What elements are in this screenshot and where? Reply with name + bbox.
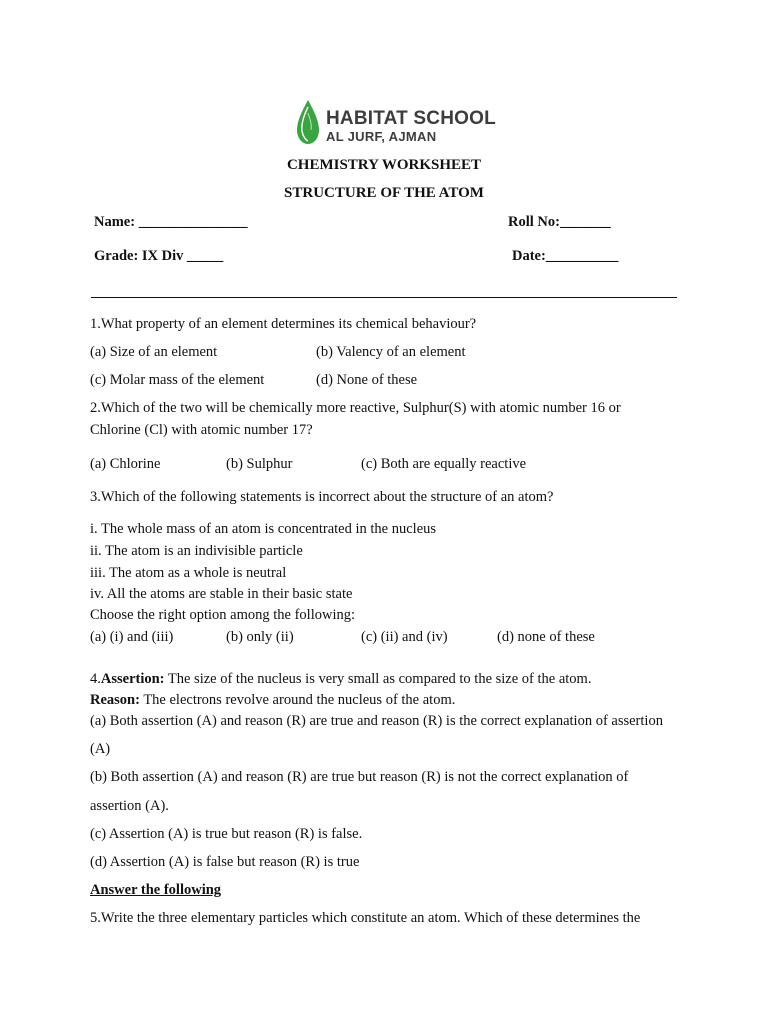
- name-field: Name: _______________: [94, 214, 248, 230]
- q2-option-b: (b) Sulphur: [226, 456, 293, 472]
- q4-assertion: [90, 671, 591, 688]
- date-field: Date:__________: [512, 248, 619, 264]
- q4-option-b-line1: (b) Both assertion (A) and reason (R) are true but reason (R) is not the correct explanation of: [90, 769, 629, 785]
- q3-option-d: (d) none of these: [497, 629, 595, 645]
- q1-option-b: (b) Valency of an element: [316, 344, 466, 360]
- q2-option-c: (c) Both are equally reactive: [361, 456, 527, 472]
- q1-option-d: (d) None of these: [316, 372, 418, 388]
- assertion-label: Assertion:: [100, 671, 165, 687]
- roll-no-field: Roll No:_______: [508, 214, 611, 230]
- school-location: AL JURF, AJMAN: [326, 129, 437, 144]
- q4-option-a-line1: (a) Both assertion (A) and reason (R) are true and reason (R) is the correct explanation of assertion: [90, 713, 663, 729]
- q3-statement-3: iii. The atom as a whole is neutral: [90, 565, 287, 581]
- leaf-drop-icon: [296, 99, 320, 145]
- q3-option-b: (b) only (ii): [226, 629, 294, 645]
- q3-option-a: (a) (i) and (iii): [90, 629, 174, 645]
- worksheet-title: CHEMISTRY WORKSHEET: [286, 157, 482, 173]
- section-heading: Answer the following: [90, 882, 222, 898]
- q2-option-a: (a) Chlorine: [90, 456, 161, 472]
- worksheet-topic: STRUCTURE OF THE ATOM: [284, 185, 484, 201]
- q3-statement-1: i. The whole mass of an atom is concentrated in the nucleus: [90, 521, 437, 537]
- q5-question-line1: 5.Write the three elementary particles which constitute an atom. Which of these determines the: [90, 910, 641, 926]
- school-name: HABITAT SCHOOL: [326, 108, 496, 129]
- q3-option-c: (c) (ii) and (iv): [361, 629, 448, 645]
- q3-question: 3.Which of the following statements is incorrect about the structure of an atom?: [90, 489, 554, 505]
- q3-statement-4: iv. All the atoms are stable in their basic state: [90, 586, 353, 602]
- q4-option-a-line2: (A): [90, 741, 111, 757]
- header-divider: [91, 297, 677, 298]
- q2-question-line1: 2.Which of the two will be chemically more reactive, Sulphur(S) with atomic number 16 or: [90, 400, 621, 416]
- q3-statement-2: ii. The atom is an indivisible particle: [90, 543, 303, 559]
- q1-question: 1.What property of an element determines its chemical behaviour?: [90, 316, 477, 332]
- reason-label: Reason:: [90, 692, 140, 708]
- q4-reason: [90, 692, 455, 709]
- q4-number: 4.: [90, 671, 101, 687]
- q4-option-d: (d) Assertion (A) is false but reason (R) is true: [90, 854, 360, 870]
- q4-option-b-line2: assertion (A).: [90, 798, 169, 814]
- reason-text: The electrons revolve around the nucleus of the atom.: [139, 692, 456, 708]
- q3-instruction: Choose the right option among the following:: [90, 607, 356, 623]
- q1-option-a: (a) Size of an element: [90, 344, 218, 360]
- assertion-text: The size of the nucleus is very small as compared to the size of the atom.: [164, 671, 592, 687]
- grade-div-field: Grade: IX Div _____: [94, 248, 224, 264]
- q1-option-c: (c) Molar mass of the element: [90, 372, 265, 388]
- q2-question-line2: Chlorine (Cl) with atomic number 17?: [90, 422, 313, 438]
- q4-option-c: (c) Assertion (A) is true but reason (R) is false.: [90, 826, 363, 842]
